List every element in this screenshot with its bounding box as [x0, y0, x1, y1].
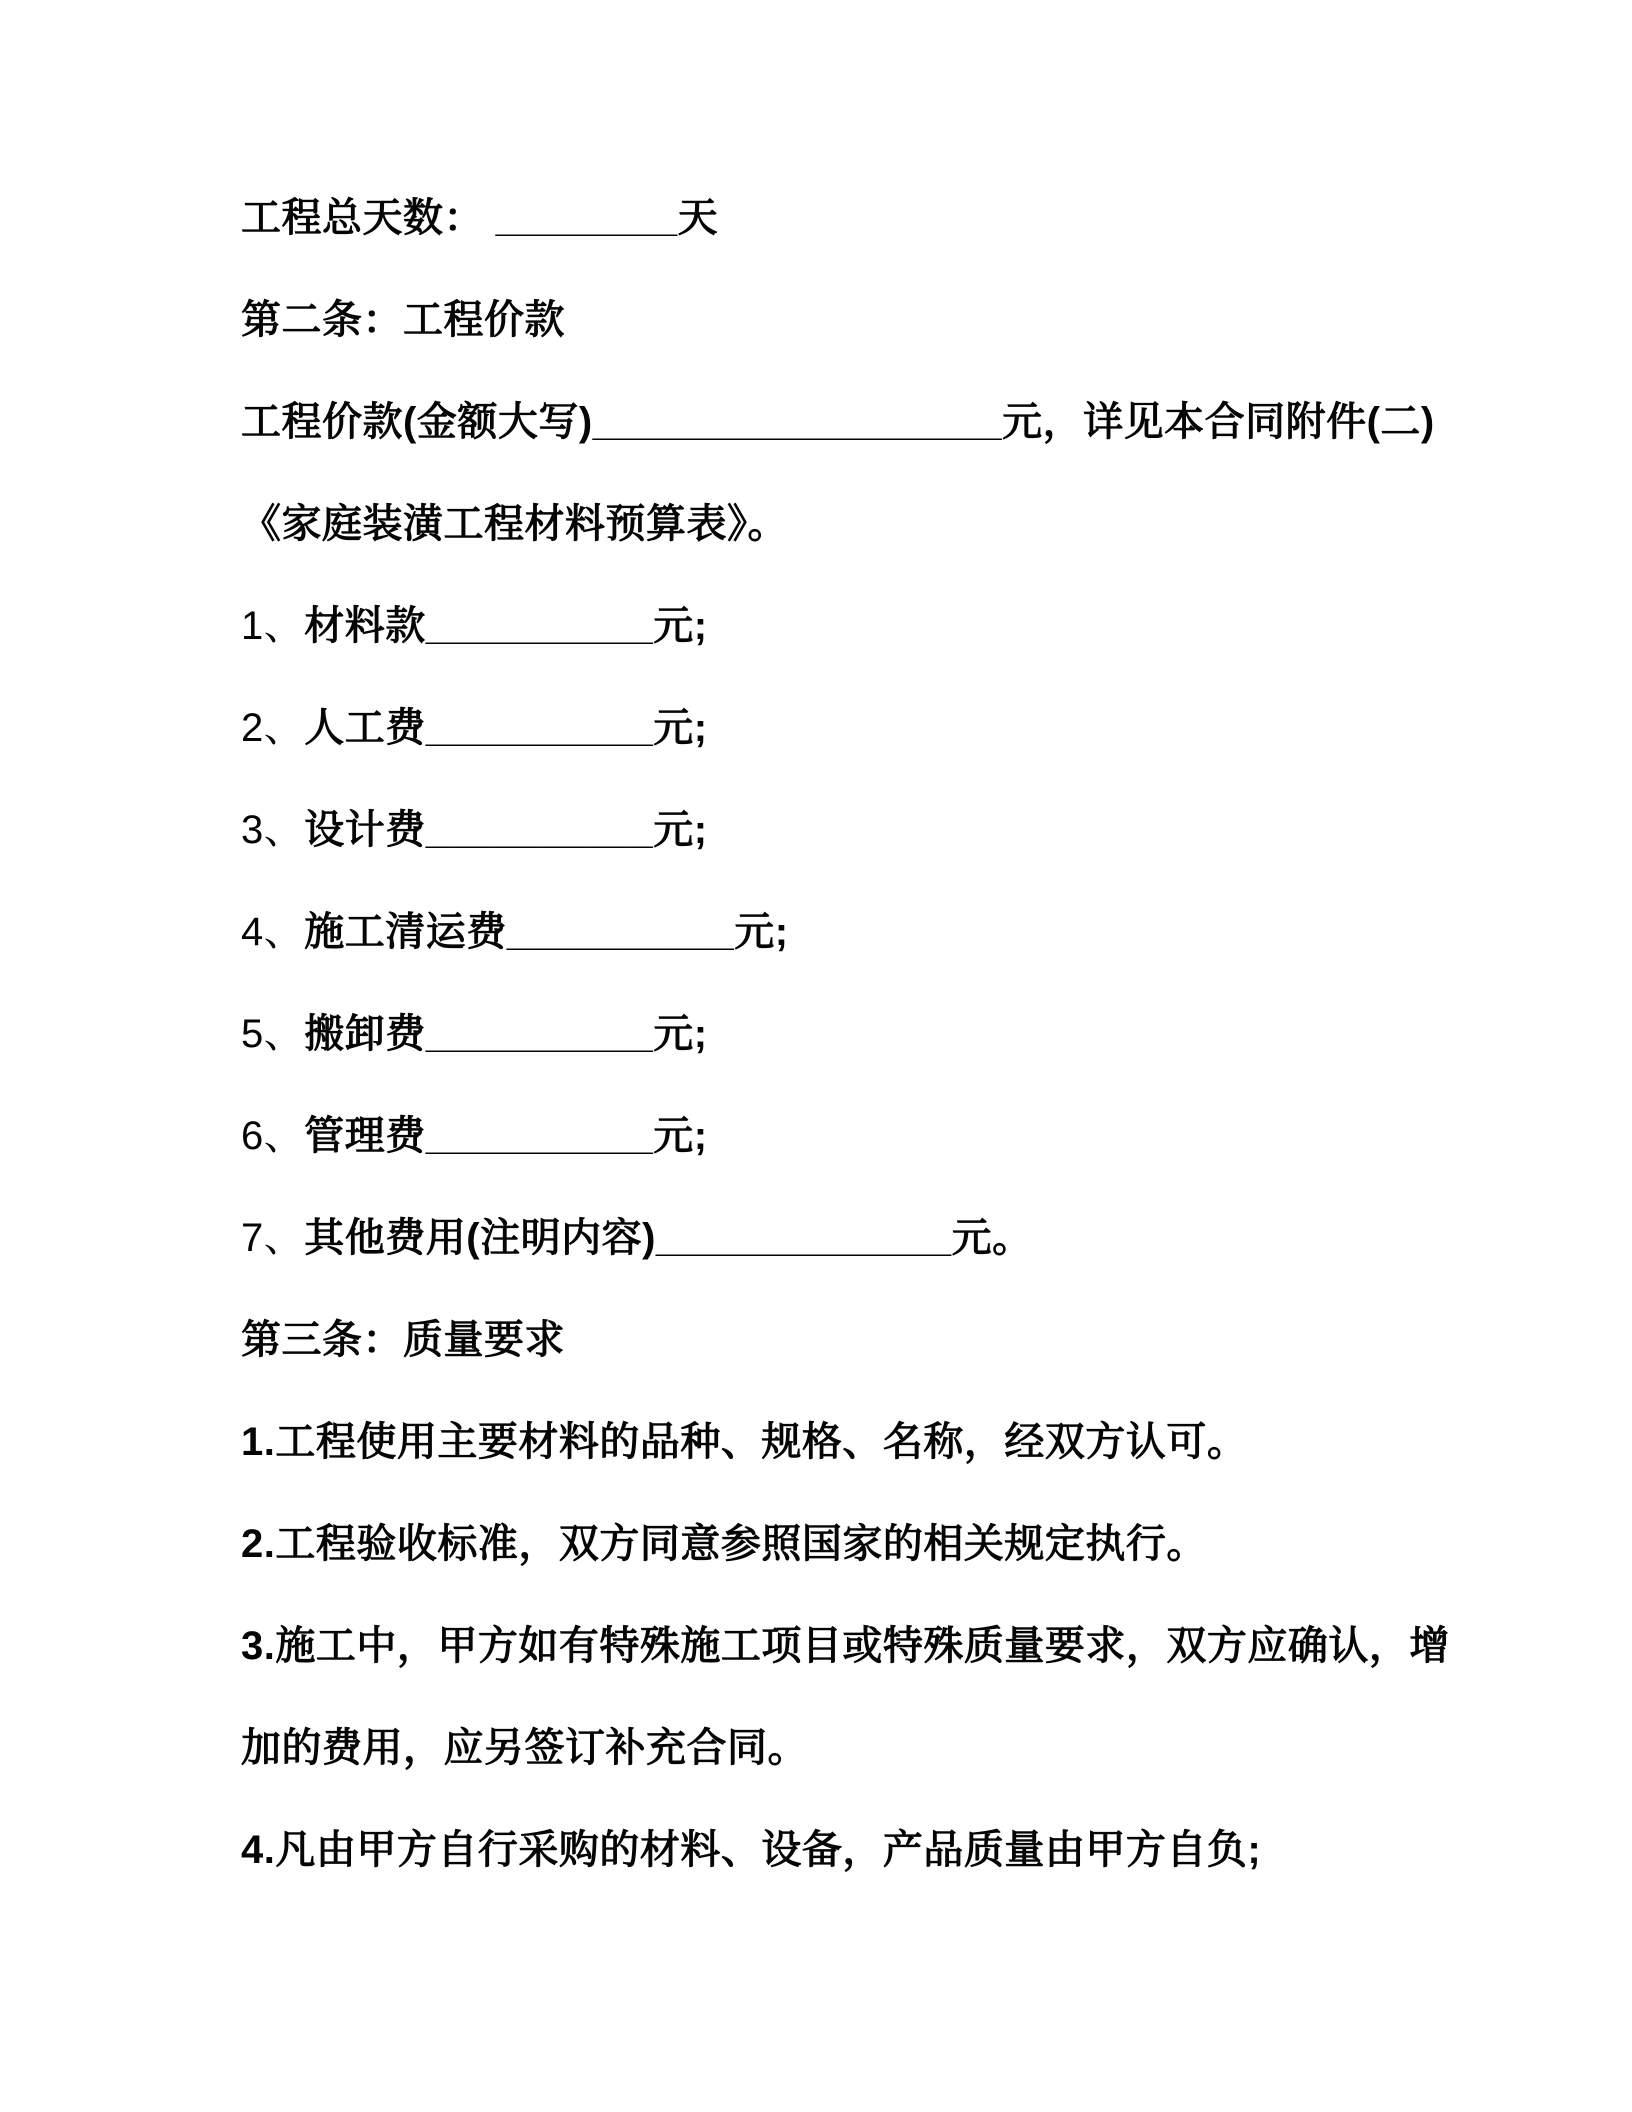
line-text: 管理费__________元;	[304, 1114, 708, 1158]
list-number: 4、	[241, 910, 305, 954]
heading-text: 第三条：质量要求	[241, 1318, 565, 1362]
line-text: 其他费用(注明内容)_____________元。	[304, 1216, 1033, 1260]
list-number: 6、	[241, 1114, 305, 1158]
line-text: 2.工程验收标准，双方同意参照国家的相关规定执行。	[241, 1522, 1207, 1566]
line-text: 设计费__________元;	[304, 808, 708, 852]
article-2-heading	[241, 300, 1461, 341]
quality-clause-3-part-2	[241, 1728, 1461, 1769]
line-text: 人工费__________元;	[304, 706, 708, 750]
cost-item-labor	[241, 708, 1461, 749]
quality-clause-2	[241, 1524, 1461, 1565]
quality-clause-1	[241, 1422, 1461, 1463]
line-text: 工程总天数： ________天	[241, 196, 719, 240]
quality-clause-3-part-1	[241, 1626, 1461, 1667]
cost-item-management	[241, 1116, 1461, 1157]
total-days-field-line	[241, 198, 1461, 239]
list-number: 2、	[241, 706, 305, 750]
list-number: 5、	[241, 1012, 305, 1056]
line-text: 加的费用，应另签订补充合同。	[241, 1726, 808, 1770]
line-text: 工程价款(金额大写)__________________元，详见本合同附件(二)	[241, 400, 1435, 444]
article-3-heading	[241, 1320, 1461, 1361]
list-number: 3、	[241, 808, 305, 852]
list-number: 7、	[241, 1216, 305, 1260]
heading-text: 第二条：工程价款	[241, 298, 565, 342]
budget-table-reference-line	[241, 504, 1461, 545]
line-text: 《家庭装潢工程材料预算表》。	[241, 502, 788, 546]
cost-item-other	[241, 1218, 1461, 1259]
cost-item-moving	[241, 1014, 1461, 1055]
cost-item-materials	[241, 606, 1461, 647]
line-text: 3.施工中，甲方如有特殊施工项目或特殊质量要求，双方应确认，增	[241, 1624, 1450, 1668]
line-text: 材料款__________元;	[304, 604, 708, 648]
quality-clause-4	[241, 1830, 1461, 1871]
cost-item-design	[241, 810, 1461, 851]
project-price-field-line	[241, 402, 1461, 443]
line-text: 4.凡由甲方自行采购的材料、设备，产品质量由甲方自负;	[241, 1828, 1262, 1872]
line-text: 1.工程使用主要材料的品种、规格、名称，经双方认可。	[241, 1420, 1248, 1464]
contract-body	[241, 198, 1461, 1871]
cost-item-construction-cleanup	[241, 912, 1461, 953]
line-text: 搬卸费__________元;	[304, 1012, 708, 1056]
line-text: 施工清运费__________元;	[304, 910, 789, 954]
list-number: 1、	[241, 604, 305, 648]
